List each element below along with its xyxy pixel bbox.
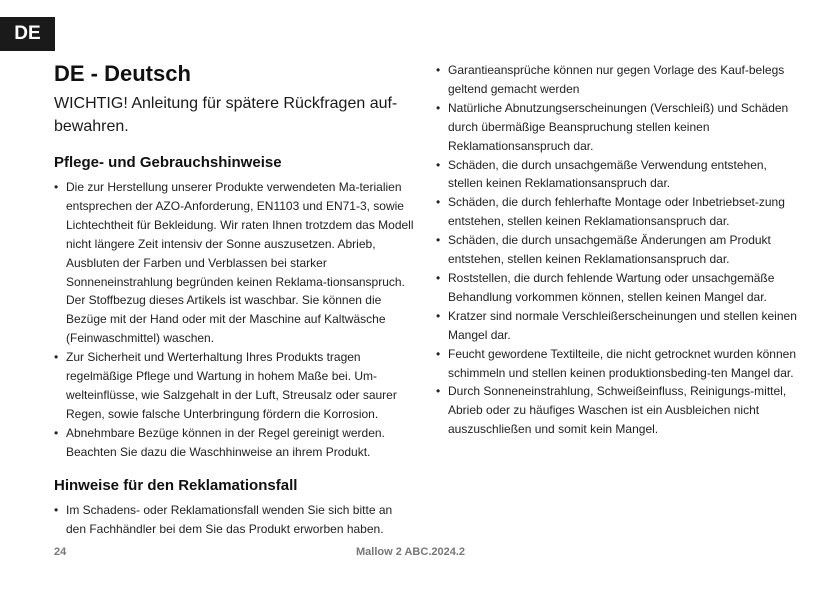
warranty-item: • Roststellen, die durch fehlende Wartung oder unsachgemäße Behandlung vorkommen können, stellen keinen Mangel dar. <box>436 270 775 304</box>
care-item: • Zur Sicherheit und Werterhaltung Ihres Produkts tragen regelmäßige Pflege und Wartung in hohem Maße bei. Um-welteinflüsse, wie Salzgehalt in der Luft, Streusalz oder saurer Regen, sowie falsche Unterbringung fördern die Korrosion. <box>54 350 397 421</box>
care-item: • Abnehmbare Bezüge können in der Regel gereinigt werden. Beachten Sie dazu die Waschhinweise an ihrem Produkt. <box>54 425 385 459</box>
page-number: 24 <box>54 546 67 558</box>
claims-list <box>54 501 414 539</box>
care-heading: Pflege- und Gebrauchshinweise <box>54 154 282 171</box>
warranty-item: • Schäden, die durch fehlerhafte Montage oder Inbetriebset-zung entstehen, stellen keinen Reklamationsanspruch dar. <box>436 195 785 229</box>
right-column <box>436 61 798 439</box>
warranty-item: • Feucht gewordene Textilteile, die nicht getrocknet wurden können schimmeln und stellen keinen produktionsbeding-ten Mangel dar. <box>436 346 796 380</box>
warranty-item: • Schäden, die durch unsachgemäße Verwendung entstehen, stellen keinen Reklamationsanspruch dar. <box>436 157 767 191</box>
care-item: • Die zur Herstellung unserer Produkte verwendeten Ma-terialien entsprechen der AZO-Anforderung, EN1103 und EN71-3, sowie Lichtechtheit für Bekleidung. Wir raten Ihnen trotzdem das Modell nicht längere Zeit intensiv der Sonne auszusetzen. Abrieb, Ausbluten der Farben und Verblassen bei starker Sonneneinstrahlung begründen keinen Reklama-tionsanspruch. Der Stoffbezug dieses Artikels ist waschbar. Sie können die Bezüge mit der Hand oder mit der Maschine auf Kaltwäsche (Feinwaschmittel) waschen. <box>54 180 414 346</box>
care-list <box>54 178 414 462</box>
warranty-list <box>436 61 798 439</box>
claims-heading: Hinweise für den Reklamationsfall <box>54 476 298 494</box>
left-column <box>54 60 414 538</box>
warranty-item: • Garantieansprüche können nur gegen Vorlage des Kauf-belegs geltend gemacht werden <box>436 63 785 96</box>
warranty-item: • Kratzer sind normale Verschleißerscheinungen und stellen keinen Mangel dar. <box>436 308 797 342</box>
page-title: DE - Deutsch <box>54 61 191 86</box>
document-reference: Mallow 2 ABC.2024.2 <box>356 546 466 558</box>
subtitle: WICHTIG! Anleitung für spätere Rückfragen auf-bewahren. <box>54 95 398 135</box>
warranty-item: • Durch Sonneneinstrahlung, Schweißeinfluss, Reinigungs-mittel, Abrieb oder zu häufiges Waschen ist ein Ausbleichen nicht auszuschließen und somit kein Mangel. <box>436 384 787 437</box>
warranty-item: • Schäden, die durch unsachgemäße Änderungen am Produkt entstehen, stellen keinen Reklamationsanspruch dar. <box>436 233 771 267</box>
claims-item: • Im Schadens- oder Reklamationsfall wenden Sie sich bitte an den Fachhändler bei dem Sie das Produkt erworben haben. <box>54 502 393 536</box>
language-tab: DE <box>0 17 55 51</box>
warranty-item: • Natürliche Abnutzungserscheinungen (Verschleiß) und Schäden durch übermäßige Beanspruchung stellen keinen Reklamationsanspruch dar. <box>436 100 789 153</box>
